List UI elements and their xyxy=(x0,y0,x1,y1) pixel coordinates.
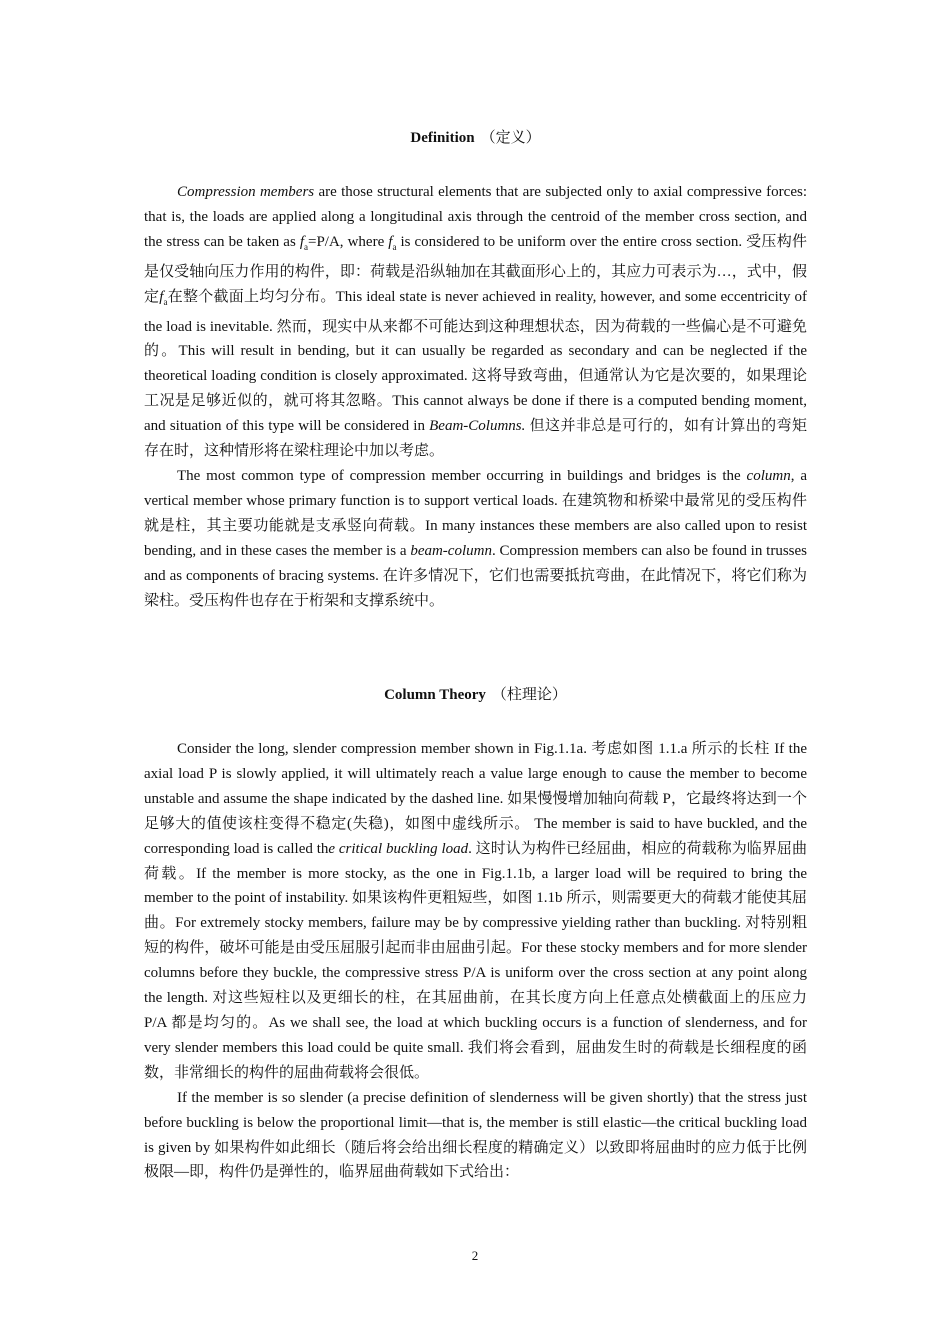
text-run: are those structural elements that are subjected only to axial compressive forces: that is, the loads are applied along a longitudinal axis through the centroid of the member cross section, and the stress can be taken as xyxy=(144,184,807,250)
definition-paragraph-2 xyxy=(144,464,807,613)
heading-title-zh: （定义） xyxy=(480,130,541,146)
text-run: If the member is so slender (a precise definition of slenderness will be given shortly) that the stress just before buckling is below the proportional limit—that is, the member is still elastic—the critical buckling load is given by 如果构件如此细长（随后将会给出细长程度的精确定义）以致即将屈曲时的应力低于比例极限—即，构件仍是弹性的，临界屈曲荷载如下式给出： xyxy=(144,1089,807,1181)
column-theory-body xyxy=(144,737,807,1185)
text-run: , a vertical member whose primary function is to support vertical loads. 在建筑物和桥梁中最常见的受压构件就是柱，其主要功能就是支承竖向荷载。In many instances these members are also called upon to resist bending, and in these cases the member is a xyxy=(144,467,807,559)
text-run: =P/A, where xyxy=(308,233,389,250)
heading-title-zh: （柱理论） xyxy=(491,687,567,703)
section-heading-column-theory xyxy=(144,683,807,708)
column-theory-paragraph-2 xyxy=(144,1086,807,1186)
heading-title: Definition xyxy=(410,130,475,146)
definition-paragraph-1 xyxy=(144,180,807,464)
term-compression-members: Compression members xyxy=(177,184,315,200)
subscript-a: a xyxy=(304,241,308,252)
heading-title: Column Theory xyxy=(384,687,486,703)
term-beam-column: beam-column xyxy=(410,542,492,559)
text-run: is considered to be uniform over the entire cross section. 受压构件是仅受轴向压力作用的构件，即：荷载是沿纵轴加在其截面形心上的，其应力可表示为…，式中，假定 xyxy=(144,233,807,305)
symbol-f: f xyxy=(299,233,304,250)
page-number: 2 xyxy=(471,1248,479,1263)
symbol-f: f xyxy=(159,288,164,305)
text-run: 但这并非总是可行的，如有计算出的弯矩存在时，这种情形将在梁柱理论中加以考虑。 xyxy=(144,418,807,460)
text-run: 在整个截面上均匀分布。This ideal state is never achieved in reality, however, and some eccentricity of the load is inevitable. 然而，现实中从来都不可能达到这种理想状态，因为荷载的一些偏心是不可避免的。This will result in bending, but it can usually be regarded as secondary and can be neglected if the theoretical loading condition is closely approximated. 这将导致弯曲，但通常认为它是次要的，如果理论工况是足够近似的，就可将其忽略。This cannot always be done if there is a computed bending moment, and situation of this type will be considered in xyxy=(144,288,807,435)
symbol-f: f xyxy=(388,233,393,250)
column-theory-paragraph-1 xyxy=(144,737,807,1086)
text-run: The most common type of compression member occurring in buildings and bridges is the xyxy=(177,467,747,484)
term-critical-buckling-load: e critical buckling load xyxy=(328,840,469,857)
subscript-a: a xyxy=(392,241,397,252)
text-run: . Compression members can also be found in trusses and as components of bracing systems. 在许多情况下，它们也需要抵抗弯曲，在此情况下，将它们称为梁柱。受压构件也存在于桁架和支撑系统中。 xyxy=(144,542,807,609)
text-run: Consider the long, slender compression member shown in Fig.1.1a. 考虑如图 1.1.a 所示的长柱 If the axial load P is slowly applied, it will ultimately reach a value large enough to cause the member to become unstable and assume the shape indicated by the dashed line. 如果慢慢增加轴向荷载 P，它最终将达到一个足够大的值使该柱变得不稳定(失稳)，如图中虚线所示。 The member is said to have buckled, and the corresponding load is called th xyxy=(144,741,807,857)
subscript-a: a xyxy=(163,296,168,307)
text-run: . 这时认为构件已经屈曲，相应的荷载称为临界屈曲荷载。If the member is more stocky, as the one in Fig.1.1b, a larger load will be required to bring the member to the point of instability. 如果该构件更粗短些，如图 1.1b 所示，则需要更大的荷载才能使其屈曲。For extremely stocky members, failure may be by compressive yielding rather than buckling. 对特别粗短的构件，破坏可能是由受压屈服引起而非由屈曲引起。For these stocky members and for more slender columns before they buckle, the compressive stress P/A is uniform over the cross section at any point along the length. 对这些短柱以及更细长的柱，在其屈曲前，在其长度方向上任意点处横截面上的压应力 P/A 都是均匀的。As we shall see, the load at which buckling occurs is a function of slenderness, and for very slender members this load could be quite small. 我们将会看到，屈曲发生时的荷载是长细程度的函数，非常细长的构件的屈曲荷载将会很低。 xyxy=(144,840,807,1081)
term-beam-columns: Beam-Columns. xyxy=(429,418,526,435)
definition-body xyxy=(144,180,807,613)
term-column: column xyxy=(746,467,791,484)
section-heading-definition xyxy=(144,126,807,151)
